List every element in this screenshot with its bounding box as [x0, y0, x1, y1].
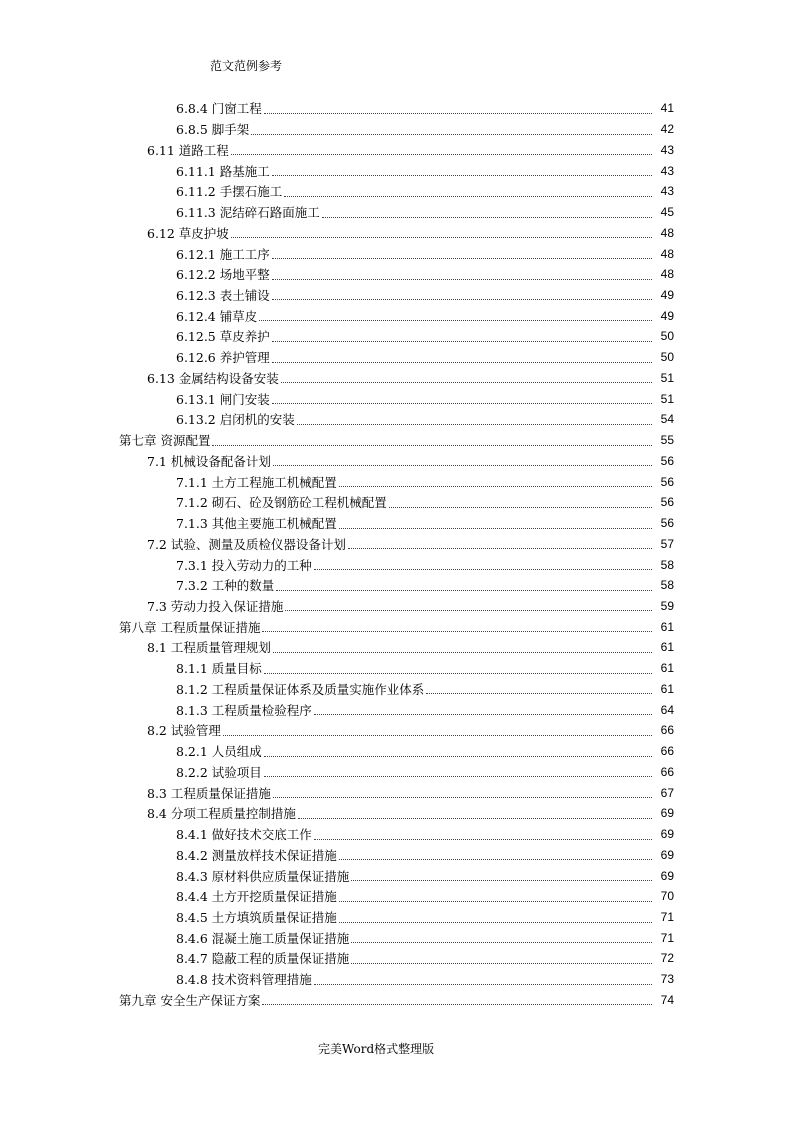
toc-entry-title: 8.1.3 工程质量检验程序 — [176, 702, 312, 718]
toc-entry[interactable] — [0, 844, 794, 865]
toc-entry-title: 8.1.1 质量目标 — [176, 661, 262, 677]
toc-page-number: 50 — [660, 329, 674, 344]
toc-page-number: 43 — [660, 142, 674, 157]
toc-dot-leader — [351, 941, 652, 943]
toc-page-number: 56 — [660, 495, 674, 510]
table-of-contents — [0, 98, 794, 1010]
toc-dot-leader — [351, 962, 652, 964]
toc-page-number: 69 — [660, 847, 674, 862]
toc-dot-leader — [272, 174, 652, 176]
toc-entry[interactable] — [0, 907, 794, 928]
toc-dot-leader — [231, 236, 652, 238]
toc-page-number: 56 — [660, 474, 674, 489]
toc-entry[interactable] — [0, 927, 794, 948]
toc-dot-leader — [264, 672, 652, 674]
toc-entry[interactable] — [0, 596, 794, 617]
toc-entry[interactable] — [0, 824, 794, 845]
toc-page-number: 69 — [660, 806, 674, 821]
toc-page-number: 58 — [660, 557, 674, 572]
toc-dot-leader — [273, 651, 652, 653]
toc-page-number: 64 — [660, 702, 674, 717]
toc-entry[interactable] — [0, 285, 794, 306]
toc-page-number: 70 — [660, 889, 674, 904]
toc-dot-leader — [262, 1003, 652, 1005]
toc-page-number: 71 — [660, 930, 674, 945]
toc-entry-title: 6.12.6 养护管理 — [176, 350, 270, 366]
toc-entry-title: 8.2.2 试验项目 — [176, 764, 262, 780]
page-header: 范文范例参考 — [210, 59, 283, 73]
toc-dot-leader — [272, 298, 652, 300]
toc-entry[interactable] — [0, 513, 794, 534]
toc-entry[interactable] — [0, 388, 794, 409]
toc-dot-leader — [339, 900, 652, 902]
toc-dot-leader — [339, 527, 652, 529]
toc-entry-title: 8.4 分项工程质量控制措施 — [147, 806, 296, 822]
toc-page-number: 72 — [660, 951, 674, 966]
toc-page-number: 61 — [660, 619, 674, 634]
toc-page-number: 55 — [660, 433, 674, 448]
toc-entry-title: 6.12.2 场地平整 — [176, 267, 270, 283]
toc-entry[interactable] — [0, 326, 794, 347]
toc-page-number: 74 — [660, 992, 674, 1007]
toc-dot-leader — [339, 485, 652, 487]
toc-dot-leader — [298, 817, 652, 819]
toc-entry-title: 8.4.6 混凝土施工质量保证措施 — [176, 930, 350, 946]
page-footer: 完美Word格式整理版 — [318, 1042, 435, 1056]
toc-entry[interactable] — [0, 243, 794, 264]
toc-entry-title: 第七章 资源配置 — [119, 433, 211, 449]
toc-dot-leader — [272, 340, 652, 342]
toc-entry-title: 6.11 道路工程 — [147, 142, 229, 158]
toc-dot-leader — [284, 195, 652, 197]
toc-page-number: 42 — [660, 122, 674, 137]
toc-dot-leader — [272, 361, 652, 363]
toc-dot-leader — [272, 278, 652, 280]
toc-entry-title: 8.4.2 测量放样技术保证措施 — [176, 847, 337, 863]
toc-entry-title: 7.1 机械设备配备计划 — [147, 453, 271, 469]
toc-entry[interactable] — [0, 679, 794, 700]
toc-dot-leader — [251, 133, 652, 135]
toc-page-number: 51 — [660, 391, 674, 406]
toc-entry[interactable] — [0, 368, 794, 389]
toc-dot-leader — [273, 796, 652, 798]
toc-page-number: 66 — [660, 723, 674, 738]
toc-entry-title: 6.12.3 表土铺设 — [176, 287, 270, 303]
toc-dot-leader — [259, 319, 652, 321]
toc-page-number: 54 — [660, 412, 674, 427]
toc-dot-leader — [314, 983, 652, 985]
toc-entry-title: 6.12.4 铺草皮 — [176, 308, 258, 324]
toc-entry[interactable] — [0, 741, 794, 762]
toc-entry[interactable] — [0, 782, 794, 803]
toc-entry[interactable] — [0, 181, 794, 202]
toc-dot-leader — [389, 506, 652, 508]
toc-entry[interactable] — [0, 575, 794, 596]
toc-page-number: 58 — [660, 578, 674, 593]
toc-page-number: 57 — [660, 536, 674, 551]
toc-entry-title: 7.3.1 投入劳动力的工种 — [176, 557, 312, 573]
toc-entry[interactable] — [0, 762, 794, 783]
toc-page-number: 48 — [660, 267, 674, 282]
toc-dot-leader — [264, 755, 652, 757]
toc-dot-leader — [322, 216, 652, 218]
toc-entry-title: 8.4.3 原材料供应质量保证措施 — [176, 868, 350, 884]
toc-entry[interactable] — [0, 637, 794, 658]
toc-dot-leader — [281, 381, 652, 383]
toc-entry[interactable] — [0, 492, 794, 513]
toc-entry[interactable] — [0, 202, 794, 223]
toc-dot-leader — [314, 568, 652, 570]
toc-entry-title: 8.4.4 土方开挖质量保证措施 — [176, 889, 337, 905]
toc-entry-title: 8.2.1 人员组成 — [176, 744, 262, 760]
toc-entry[interactable] — [0, 948, 794, 969]
toc-page-number: 61 — [660, 661, 674, 676]
toc-entry[interactable] — [0, 347, 794, 368]
toc-entry[interactable] — [0, 222, 794, 243]
toc-entry[interactable] — [0, 554, 794, 575]
toc-dot-leader — [212, 444, 652, 446]
toc-entry[interactable] — [0, 305, 794, 326]
toc-entry[interactable] — [0, 803, 794, 824]
toc-entry[interactable] — [0, 98, 794, 119]
toc-dot-leader — [276, 589, 652, 591]
toc-entry[interactable] — [0, 160, 794, 181]
toc-entry-title: 7.1.1 土方工程施工机械配置 — [176, 474, 337, 490]
toc-page-number: 48 — [660, 246, 674, 261]
toc-entry-title: 6.11.3 泥结碎石路面施工 — [176, 205, 320, 221]
toc-dot-leader — [297, 423, 652, 425]
toc-page-number: 41 — [660, 101, 674, 116]
toc-page-number: 66 — [660, 744, 674, 759]
toc-dot-leader — [426, 692, 652, 694]
toc-entry-title: 7.1.2 砌石、砼及钢筋砼工程机械配置 — [176, 495, 387, 511]
toc-page-number: 43 — [660, 163, 674, 178]
toc-entry[interactable] — [0, 616, 794, 637]
toc-page-number: 49 — [660, 287, 674, 302]
toc-entry[interactable] — [0, 409, 794, 430]
toc-page-number: 51 — [660, 370, 674, 385]
toc-entry-title: 7.1.3 其他主要施工机械配置 — [176, 516, 337, 532]
toc-page-number: 49 — [660, 308, 674, 323]
toc-page-number: 59 — [660, 598, 674, 613]
toc-entry-title: 7.3.2 工种的数量 — [176, 578, 275, 594]
toc-entry[interactable] — [0, 430, 794, 451]
toc-page-number: 48 — [660, 225, 674, 240]
toc-entry[interactable] — [0, 969, 794, 990]
toc-entry[interactable] — [0, 450, 794, 471]
toc-entry[interactable] — [0, 699, 794, 720]
toc-entry-title: 7.2 试验、测量及质检仪器设备计划 — [147, 536, 346, 552]
toc-entry-title: 6.12.1 施工工序 — [176, 246, 270, 262]
toc-dot-leader — [348, 547, 652, 549]
toc-entry-title: 6.11.2 手摆石施工 — [176, 184, 283, 200]
toc-page-number: 43 — [660, 184, 674, 199]
toc-entry-title: 6.13.1 闸门安装 — [176, 391, 270, 407]
toc-page-number: 45 — [660, 205, 674, 220]
toc-dot-leader — [285, 609, 652, 611]
toc-page-number: 61 — [660, 681, 674, 696]
toc-entry-title: 8.1.2 工程质量保证体系及质量实施作业体系 — [176, 681, 425, 697]
toc-entry-title: 8.4.1 做好技术交底工作 — [176, 827, 312, 843]
toc-page-number: 67 — [660, 785, 674, 800]
toc-entry[interactable] — [0, 720, 794, 741]
toc-entry[interactable] — [0, 990, 794, 1011]
toc-entry[interactable] — [0, 658, 794, 679]
toc-entry[interactable] — [0, 471, 794, 492]
toc-entry[interactable] — [0, 886, 794, 907]
toc-dot-leader — [264, 112, 652, 114]
toc-entry-title: 8.4.5 土方填筑质量保证措施 — [176, 910, 337, 925]
toc-entry[interactable] — [0, 264, 794, 285]
toc-dot-leader — [223, 734, 652, 736]
toc-entry-title: 8.1 工程质量管理规划 — [147, 640, 271, 656]
toc-dot-leader — [339, 858, 652, 860]
toc-dot-leader — [314, 713, 652, 715]
toc-page-number: 69 — [660, 868, 674, 883]
toc-entry[interactable] — [0, 119, 794, 140]
toc-dot-leader — [339, 921, 652, 923]
toc-dot-leader — [231, 153, 652, 155]
toc-entry-title: 8.3 工程质量保证措施 — [147, 785, 271, 801]
toc-entry-title: 6.13 金属结构设备安装 — [147, 370, 279, 386]
toc-page-number: 69 — [660, 827, 674, 842]
toc-page-number: 66 — [660, 764, 674, 779]
toc-dot-leader — [351, 879, 652, 881]
toc-page-number: 50 — [660, 350, 674, 365]
toc-entry[interactable] — [0, 139, 794, 160]
toc-entry-title: 第九章 安全生产保证方案 — [119, 992, 261, 1008]
toc-page-number: 56 — [660, 453, 674, 468]
toc-entry-title: 6.12 草皮护坡 — [147, 225, 229, 241]
toc-entry-title: 6.12.5 草皮养护 — [176, 329, 270, 345]
toc-entry-title: 8.4.8 技术资料管理措施 — [176, 972, 312, 988]
toc-page-number: 73 — [660, 972, 674, 987]
toc-dot-leader — [314, 838, 652, 840]
toc-entry-title: 6.11.1 路基施工 — [176, 163, 270, 179]
toc-entry[interactable] — [0, 533, 794, 554]
toc-entry-title: 6.13.2 启闭机的安装 — [176, 412, 295, 428]
toc-dot-leader — [262, 630, 652, 632]
toc-entry-title: 6.8.5 脚手架 — [176, 122, 250, 138]
toc-dot-leader — [264, 775, 652, 777]
toc-dot-leader — [273, 464, 652, 466]
toc-entry[interactable] — [0, 865, 794, 886]
toc-page-number: 71 — [660, 910, 674, 924]
toc-dot-leader — [272, 257, 652, 259]
toc-entry-title: 6.8.4 门窗工程 — [176, 101, 262, 117]
toc-page-number: 61 — [660, 640, 674, 655]
toc-entry-title: 8.4.7 隐蔽工程的质量保证措施 — [176, 951, 350, 967]
toc-entry-title: 7.3 劳动力投入保证措施 — [147, 598, 284, 614]
toc-entry-title: 8.2 试验管理 — [147, 723, 221, 739]
toc-entry-title: 第八章 工程质量保证措施 — [119, 619, 261, 635]
toc-dot-leader — [272, 402, 652, 404]
toc-page-number: 56 — [660, 516, 674, 531]
